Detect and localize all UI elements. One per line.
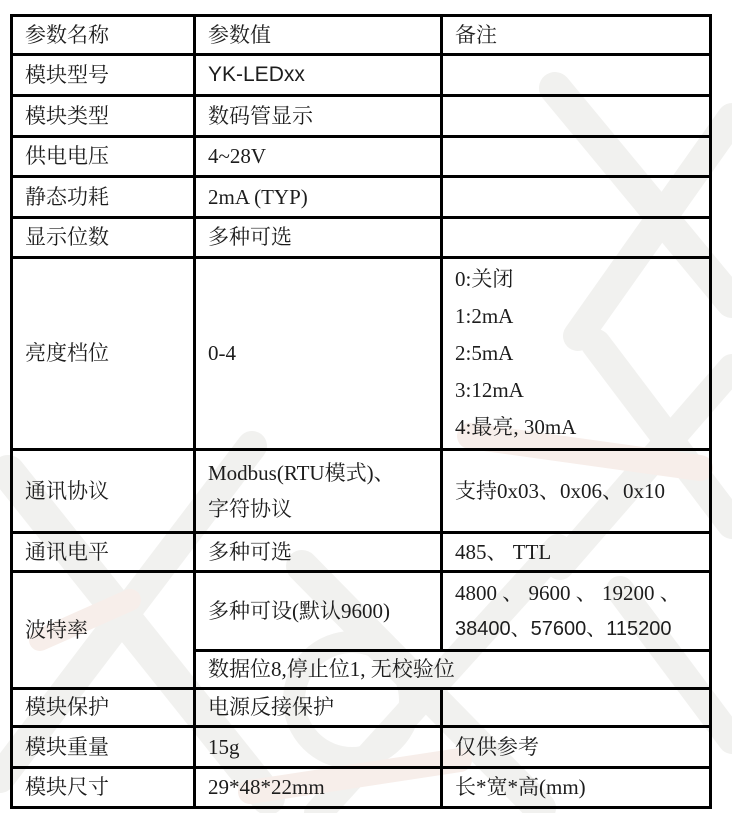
baud-list-line: 4800 、 9600 、 19200 、	[455, 581, 681, 605]
table-row	[12, 689, 711, 727]
cell-param-name: 模块尺寸	[12, 768, 195, 808]
cell-remark-brightness-levels	[442, 258, 711, 450]
cell-param-value: 15g	[195, 727, 442, 768]
brightness-level-line: 2:5mA	[455, 341, 514, 365]
table-row	[12, 218, 711, 258]
table-row	[12, 450, 711, 533]
brightness-level-line: 0:关闭	[455, 267, 514, 291]
cell-remark: 长*宽*高(mm)	[442, 768, 711, 808]
cell-remark	[442, 689, 711, 727]
cell-param-value-protocol	[195, 450, 442, 533]
cell-remark	[442, 96, 711, 137]
cell-remark: 支持0x03、0x06、0x10	[442, 450, 711, 533]
cell-param-name: 供电电压	[12, 137, 195, 177]
cell-param-name: 静态功耗	[12, 177, 195, 218]
brightness-level-line: 3:12mA	[455, 378, 524, 402]
table-row	[12, 533, 711, 572]
table-row	[12, 55, 711, 96]
cell-remark	[442, 137, 711, 177]
cell-param-value: 多种可选	[195, 533, 442, 572]
cell-param-name: 通讯协议	[12, 450, 195, 533]
cell-remark	[442, 55, 711, 96]
cell-param-name: 亮度档位	[12, 258, 195, 450]
cell-param-name: 波特率	[12, 572, 195, 689]
spec-table	[10, 14, 712, 809]
table-row	[12, 137, 711, 177]
cell-param-value: 2mA (TYP)	[195, 177, 442, 218]
cell-param-name: 通讯电平	[12, 533, 195, 572]
brightness-level-line: 4:最亮, 30mA	[455, 415, 577, 439]
cell-param-name: 模块类型	[12, 96, 195, 137]
cell-param-value: 多种可选	[195, 218, 442, 258]
table-row	[12, 258, 711, 450]
cell-param-value: 0-4	[195, 258, 442, 450]
cell-remark	[442, 177, 711, 218]
table-row	[12, 96, 711, 137]
cell-remark	[442, 218, 711, 258]
table-header-row	[12, 16, 711, 55]
cell-param-value: 多种可设(默认9600)	[195, 572, 442, 651]
cell-frame-format: 数据位8,停止位1, 无校验位	[195, 651, 711, 689]
cell-param-name: 显示位数	[12, 218, 195, 258]
cell-param-value: YK-LEDxx	[195, 55, 442, 96]
header-param-name: 参数名称	[12, 16, 195, 55]
cell-remark-baud-list	[442, 572, 711, 651]
cell-param-value: 4~28V	[195, 137, 442, 177]
table-row	[12, 768, 711, 808]
protocol-line: 字符协议	[208, 497, 292, 521]
baud-list-line: 38400、57600、115200	[455, 618, 672, 640]
cell-param-name: 模块保护	[12, 689, 195, 727]
cell-param-value: 数码管显示	[195, 96, 442, 137]
header-remark: 备注	[442, 16, 711, 55]
cell-param-name: 模块重量	[12, 727, 195, 768]
brightness-level-line: 1:2mA	[455, 304, 514, 328]
header-param-value: 参数值	[195, 16, 442, 55]
cell-param-value: 电源反接保护	[195, 689, 442, 727]
cell-param-name: 模块型号	[12, 55, 195, 96]
cell-remark: 485、 TTL	[442, 533, 711, 572]
protocol-line: Modbus(RTU模式)、	[208, 461, 395, 485]
table-row	[12, 177, 711, 218]
cell-remark: 仅供参考	[442, 727, 711, 768]
table-row	[12, 572, 711, 651]
table-row	[12, 727, 711, 768]
cell-param-value: 29*48*22mm	[195, 768, 442, 808]
